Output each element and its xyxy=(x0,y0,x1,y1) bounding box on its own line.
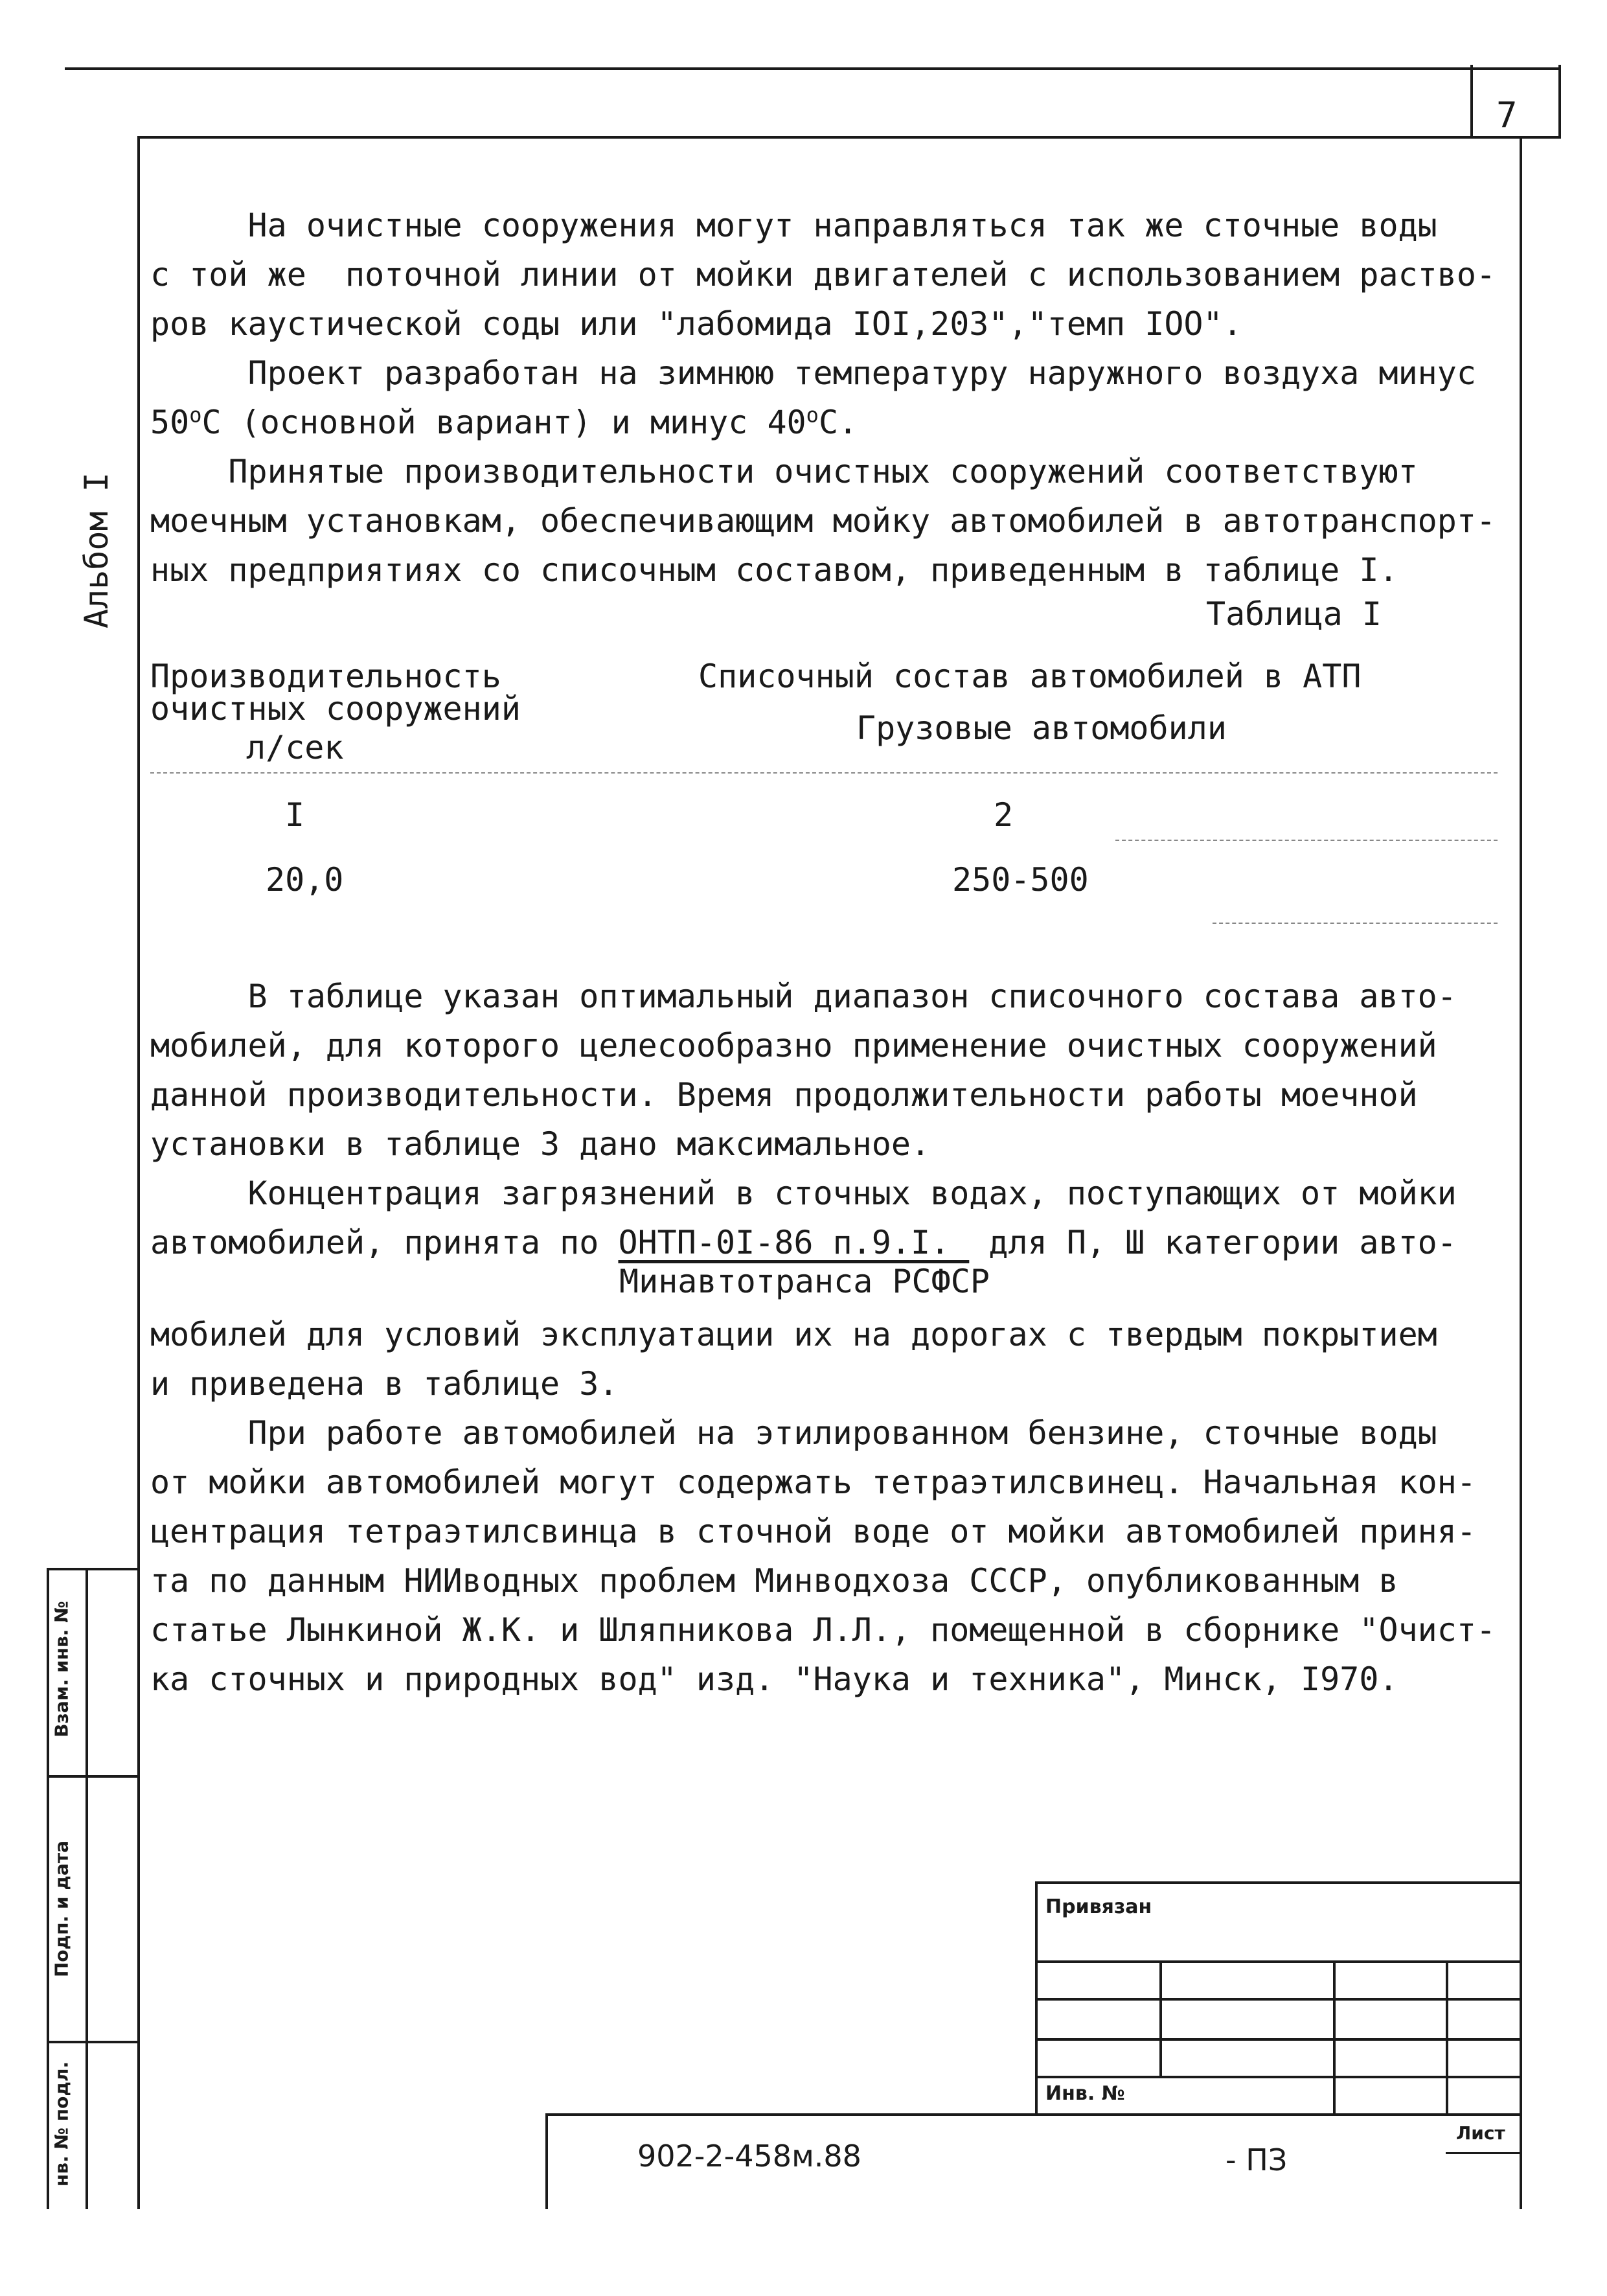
text-line: данной производительности. Время продолжительности работы моечной xyxy=(150,1076,1418,1114)
text-line: мобилей, для которого целесообразно применение очистных сооружений xyxy=(150,1027,1437,1064)
table-col1-header-2: очистных сооружений xyxy=(150,690,521,728)
norm-reference-subtext: Минавтотранса РСФСР xyxy=(619,1263,990,1300)
sheet-number: 7 xyxy=(1496,95,1518,135)
table-cell-fleet: 250-500 xyxy=(952,861,1089,899)
table-col2-header-2: Грузовые автомобили xyxy=(856,709,1227,747)
main-frame-right xyxy=(1520,136,1522,2209)
paragraph-3 xyxy=(150,447,1498,595)
text-line: статье Лынкиной Ж.К. и Шляпникова Л.Л., помещенной в сборнике "Очист- xyxy=(150,1611,1496,1649)
album-label xyxy=(78,473,117,628)
album-label-text: Альбом I xyxy=(78,472,115,628)
text-fragment: для П, Ш категории авто- xyxy=(969,1224,1457,1261)
text-fragment: C. xyxy=(818,404,858,441)
main-frame-top xyxy=(137,136,1561,139)
table-numbers-rule xyxy=(1115,840,1498,841)
paragraph-5-rest xyxy=(150,1310,1498,1408)
text-line: ка сточных и природных вод" изд. "Наука и техника", Минск, I970. xyxy=(150,1660,1398,1698)
section-code: - ПЗ xyxy=(1225,2142,1288,2177)
norm-reference: ОНТП-0I-86 п.9.I. xyxy=(618,1224,970,1261)
text-line: ров каустической соды или "лабомида IOI,203","темп IOO". xyxy=(150,305,1242,343)
text-line: ных предприятиях со списочным составом, приведенным в таблице I. xyxy=(150,551,1398,589)
table-bottom-rule xyxy=(1213,923,1498,924)
text-line: Проект разработан на зимнюю температуру наружного воздуха минус xyxy=(150,354,1476,392)
side-stamp-mid xyxy=(85,1568,88,2209)
table-caption: Таблица I xyxy=(1206,595,1382,633)
text-line: с той же поточной линии от мойки двигателей с использованием раство- xyxy=(150,256,1496,293)
sheet-box-left xyxy=(1470,65,1473,137)
table-col2-header-1: Списочный состав автомобилей в АТП xyxy=(698,658,1362,695)
title-block-top xyxy=(545,2113,1522,2116)
table-colnum-1: I xyxy=(285,796,305,834)
stamp-col-1 xyxy=(1159,1960,1162,2076)
text-fragment: 50 xyxy=(150,404,190,441)
text-line: та по данным НИИводных проблем Минводхоза СССР, опубликованным в xyxy=(150,1562,1398,1600)
side-stamp-left xyxy=(47,1568,49,2209)
text-line: На очистные сооружения могут направляться так же сточные воды xyxy=(150,207,1437,244)
text-line: Концентрация загрязнений в сточных водах, поступающих от мойки xyxy=(150,1175,1457,1212)
text-line: При работе автомобилей на этилированном бензине, сточные воды xyxy=(150,1414,1437,1452)
text-fragment: C (основной вариант) и минус 40 xyxy=(201,404,806,441)
table-colnum-2: 2 xyxy=(994,796,1014,834)
side-vzam-inv: Взам. инв. № xyxy=(51,1601,73,1738)
text-line: от мойки автомобилей могут содержать тетраэтилсвинец. Начальная кон- xyxy=(150,1464,1476,1501)
degree-sup: o xyxy=(806,402,819,428)
table-header-rule xyxy=(150,772,1498,774)
text-line xyxy=(150,398,1498,447)
table-col1-header-1: Производительность xyxy=(150,658,501,695)
stamp-row-1 xyxy=(1035,1960,1522,1963)
stamp-col-2 xyxy=(1333,1960,1336,2116)
text-line: и приведена в таблице 3. xyxy=(150,1365,619,1403)
stamp-bound-label: Привязан xyxy=(1045,1896,1152,1918)
table-cell-capacity: 20,0 xyxy=(266,861,344,899)
stamp-block-top xyxy=(1035,1881,1522,1884)
text-line xyxy=(150,1218,1498,1267)
side-podp-data: Подп. и дата xyxy=(51,1841,73,1978)
document-code: 902-2-458м.88 xyxy=(637,2139,861,2174)
table-col1-header-3: л/сек xyxy=(246,729,344,766)
paragraph-6 xyxy=(150,1408,1498,1704)
paragraph-5 xyxy=(150,1169,1498,1267)
stamp-row-3 xyxy=(1035,2038,1522,2041)
text-line: В таблице указан оптимальный диапазон списочного состава авто- xyxy=(150,978,1457,1015)
side-stamp-div1 xyxy=(47,1775,140,1778)
text-line: установки в таблице 3 дано максимальное. xyxy=(150,1125,931,1163)
top-border-line xyxy=(65,67,1561,70)
stamp-row-4 xyxy=(1035,2076,1522,2078)
sheet-box-right xyxy=(1558,65,1561,137)
degree-sup: o xyxy=(189,402,202,428)
text-line: центрация тетраэтилсвинца в сточной воде от мойки автомобилей приня- xyxy=(150,1513,1476,1550)
stamp-col-3 xyxy=(1446,1960,1448,2116)
side-stamp-top xyxy=(47,1568,140,1570)
text-line: моечным установкам, обеспечивающим мойку автомобилей в автотранспорт- xyxy=(150,502,1496,540)
text-line: мобилей для условий эксплуатации их на дорогах с твердым покрытием xyxy=(150,1316,1437,1353)
text-fragment: автомобилей, принята по xyxy=(150,1224,619,1261)
paragraph-4 xyxy=(150,972,1498,1169)
paragraph-1 xyxy=(150,201,1498,349)
title-block-left xyxy=(545,2113,548,2209)
text-line: Принятые производительности очистных сооружений соответствуют xyxy=(150,453,1418,490)
stamp-sheet-label: Лист xyxy=(1456,2122,1505,2144)
stamp-inv-label: Инв. № xyxy=(1045,2082,1125,2105)
main-frame-left xyxy=(137,136,140,2209)
sheet-cell-underline xyxy=(1446,2152,1522,2154)
stamp-row-2 xyxy=(1035,1998,1522,2001)
paragraph-2 xyxy=(150,349,1498,447)
side-inv-podl: нв. № подл. xyxy=(51,2061,73,2187)
